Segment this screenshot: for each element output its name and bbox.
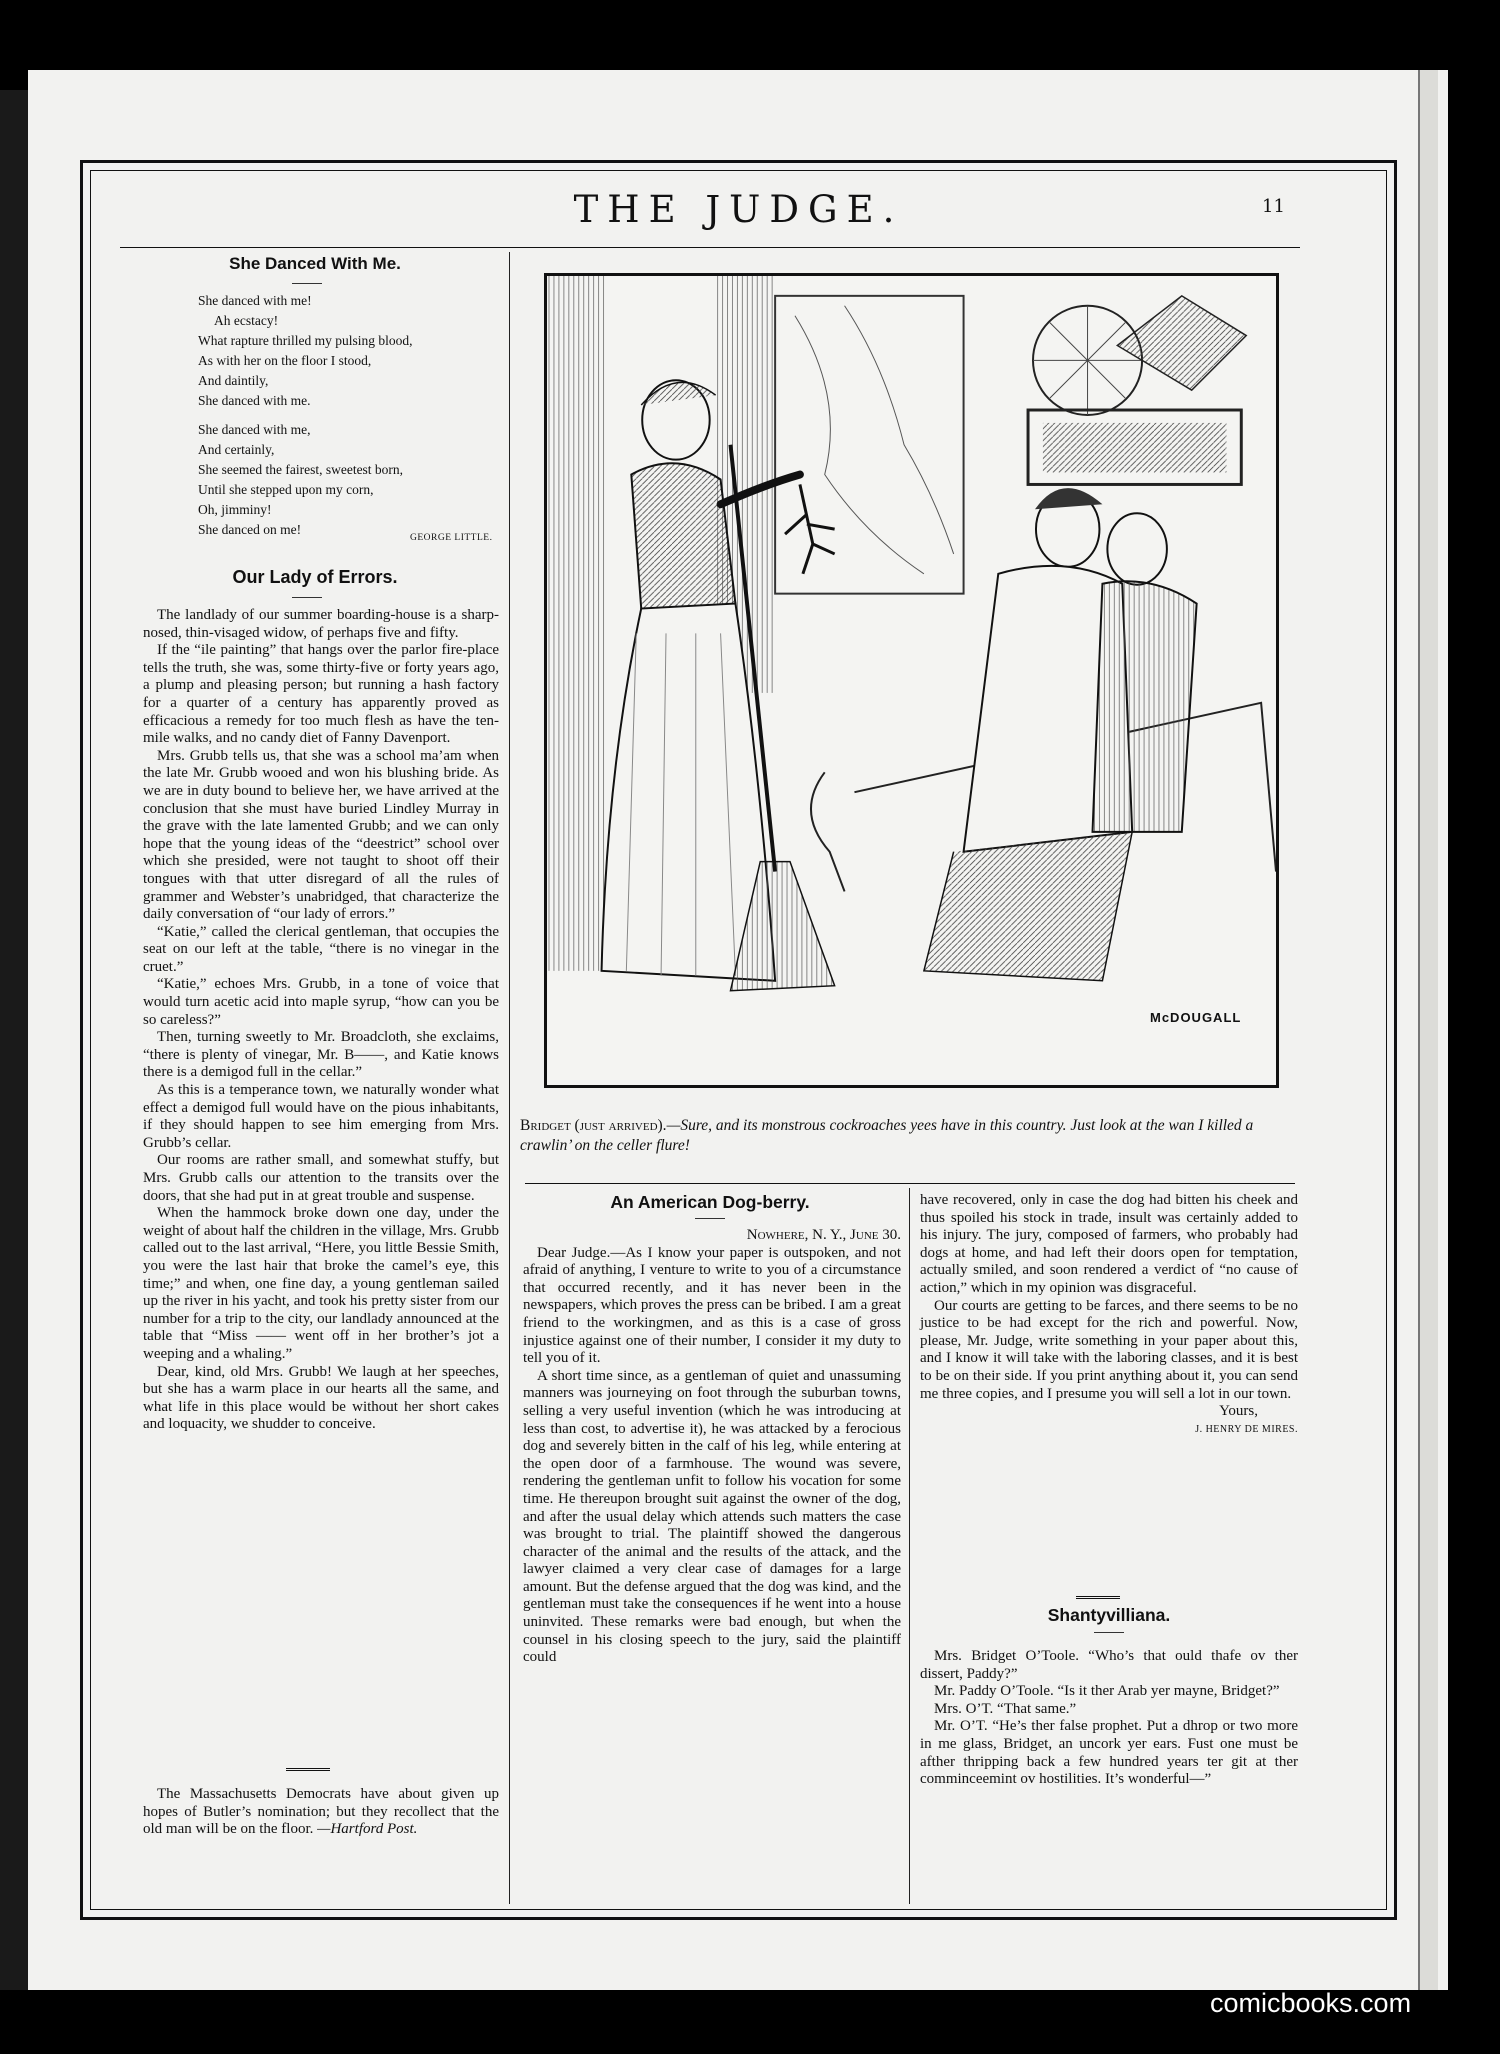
paragraph: Mr. O’T. “He’s ther false prophet. Put a dhrop or two more in me glass, Bridget, an uncork yer ears. Fust one must be afther thripping back a few hundred years ter git at ther comminceemint ov hostilities. It’s wonderful—”: [920, 1718, 1298, 1788]
child-head: [1107, 513, 1167, 584]
section-rule: [525, 1183, 1295, 1184]
illustration: [544, 273, 1279, 1088]
poem-stanza-1: [198, 291, 412, 411]
paragraph: “Katie,” called the clerical gentleman, that occupies the seat on our left at the table, “there is no vinegar in the cruet.”: [143, 923, 499, 975]
paragraph: Then, turning sweetly to Mr. Broadcloth, she exclaims, “there is plenty of vinegar, Mr. B——, and Katie knows there is a demigod full in the cellar.”: [143, 1029, 499, 1081]
double-rule-divider: [1076, 1596, 1120, 1601]
article-body-dogberry-col2: [920, 1192, 1298, 1438]
poem-line: She danced with me!: [198, 293, 312, 308]
maid-bodice: [631, 463, 735, 612]
article-title-shantyvilliana: Shantyvilliana.: [1047, 1605, 1171, 1625]
child-dress: [1093, 581, 1197, 832]
note-text: The Massachusetts Democrats have about given up hopes of Butler’s nomination; but they recollect that the old man will be on the floor.: [143, 1786, 499, 1838]
artist-signature: McDOUGALL: [1150, 1010, 1242, 1025]
article-title-dogberry: An American Dog-berry.: [610, 1192, 810, 1212]
curtain-left: [547, 276, 607, 971]
paragraph: Our rooms are rather small, and somewhat stuffy, but Mrs. Grubb calls our attention to the transits over the doors, that she had put in at great trouble and suspense.: [143, 1152, 499, 1204]
article-body-massachusetts: [143, 1786, 499, 1839]
author-signature: J. HENRY DE MIRES.: [1195, 1423, 1298, 1435]
paragraph: Mrs. Grubb tells us, that she was a school ma’am when the late Mr. Grubb wooed and won his blushing bride. As we are in duty bound to believe her, we have arrived at the conclusion that she must have buried Lindley Murray in the grave with the late lamented Grubb; and we can only hope that the young ideas of the “deestrict” school over which she presided, were not taught to shoot off their tongues with that utter disregard of all the rules of grammer and Webster’s unabridged, that characterize the daily conversation of “our lady of errors.”: [143, 747, 499, 923]
paragraph: Dear, kind, old Mrs. Grubb! We laugh at her speeches, but she has a warm place in our hearts all the same, and what life in this place would be without her short cakes and loquacity, we shudder to conceive.: [143, 1363, 499, 1433]
poem-line: What rapture thrilled my pulsing blood,: [198, 333, 413, 348]
article-body-shantyvilliana: [920, 1648, 1298, 1789]
paragraph: A short time since, as a gentleman of quiet and unassuming manners was journeying on foot through the suburban towns, selling a very useful invention (which he was introducing at less than cost, to advertise it), he was attacked by a ferocious dog and severely bitten in the calf of his leg, while entering at the open door of a farmhouse. The wound was severe, rendering the gentleman unfit to follow his vocation for some time. He thereupon brought suit against the owner of the dog, and after the usual delay which attends such matters the case was brought to trial. The plaintiff showed the dangerous character of the animal and the results of the attack, and the lawyer claimed a very clear case of damages for a large amount. But the defense argued that the dog was kind, and the gentleman must take the consequences if he went into a house uninvited. These remarks were bad enough, but when the counsel in his closing speech to the jury, said the plaintiff could: [523, 1367, 901, 1666]
title-rule: [292, 283, 322, 284]
article-title-errors: Our Lady of Errors.: [232, 567, 398, 587]
column-divider-right: [909, 1188, 910, 1904]
title-rule: [292, 597, 322, 598]
note-source: —Hartford Post.: [317, 1821, 418, 1838]
poem-author: GEORGE LITTLE.: [410, 533, 493, 543]
masthead-rule: [120, 247, 1300, 248]
paragraph: Our courts are getting to be farces, and there seems to be no justice to be had except for the rich and powerful. Now, please, Mr. Judge, write something in your paper about this, and I know it will take with the laboring classes, and it is best to be on their side. If you print anything about it, you can send me three copies, and I presume you will sell a lot in our town.: [920, 1297, 1298, 1402]
page-edge: [1418, 70, 1438, 1990]
paragraph: If the “ile painting” that hangs over the parlor fire-place tells the truth, she was, some thirty-five or forty years ago, a plump and pleasing person; but running a hash factory for a quarter of a century has apparently proved as efficacious a remedy for too much flesh as have the ten-mile walks, and no candy diet of Fanny Davenport.: [143, 642, 499, 747]
caption-text: —Sure, and its monstrous cockroaches yees have in this country. Just look at the wan I killed a crawlin’ on the celler flure!: [520, 1117, 1254, 1154]
poem-line: She seemed the fairest, sweetest born,: [198, 462, 404, 477]
poem-line: She danced with me.: [198, 393, 311, 408]
poem-line: And daintily,: [198, 373, 269, 388]
poem-line: She danced on me!: [198, 522, 302, 537]
page-number: 11: [1262, 196, 1285, 217]
column-divider-left: [509, 252, 510, 1904]
paragraph: Mrs. O’T. “That same.”: [934, 1700, 1077, 1717]
paragraph: Mr. Paddy O’Toole. “Is it ther Arab yer mayne, Bridget?”: [934, 1683, 1280, 1700]
paragraph: have recovered, only in case the dog had bitten his cheek and thus spoiled his stock in trade, insult was certainly added to his injury. The jury, composed of farmers, who probably had dogs at home, and had left their doors open for temptation, actually smiled, and soon rendered a verdict of “no cause of action,” which in my opinion was disgraceful.: [920, 1192, 1298, 1296]
paragraph: Dear Judge.—As I know your paper is outspoken, and not afraid of anything, I venture to write to you of a circumstance that occurred recently, and it has never been in the newspapers, which proves the press can be bribed. I am a great friend to the workingmen, and as this is a case of gross injustice against one of their number, I consider it my duty to tell you of it.: [523, 1244, 901, 1367]
paragraph: “Katie,” echoes Mrs. Grubb, in a tone of voice that would turn acetic acid into maple syrup, “how can you be so careless?”: [143, 976, 499, 1028]
caption-speaker: Bridget (just arrived).: [520, 1117, 667, 1134]
dateline: Nowhere, N. Y., June 30.: [746, 1227, 901, 1243]
poem-title: She Danced With Me.: [229, 254, 401, 273]
paragraph: As this is a temperance town, we naturally wonder what effect a demigod full would have on the pious inhabitants, if they should happen to see him emerging from Mrs. Grubb’s cellar.: [143, 1082, 499, 1151]
article-body-dogberry-col1: [523, 1227, 901, 1667]
title-rule: [695, 1218, 725, 1219]
illustration-caption: [520, 1116, 1300, 1156]
masthead-title: THE JUDGE.: [573, 188, 904, 231]
title-rule: [1094, 1632, 1124, 1633]
paragraph: Mrs. Bridget O’Toole. “Who’s that ould thafe ov ther dissert, Paddy?”: [920, 1648, 1298, 1682]
article-body-errors: [143, 607, 499, 1434]
double-rule-divider: [286, 1768, 330, 1773]
poem-line: Until she stepped upon my corn,: [198, 482, 374, 497]
paragraph: When the hammock broke down one day, under the weight of about half the children in the village, Mrs. Grubb called out to the last arrival, “Here, you little Bessie Smith, you were the last hair that broke the camel’s eye, this time;” and when, one fine day, a young gentleman sailed up the river in his yacht, and took his pretty sister from our number for a trip to the city, our landlady announced at the table that “Miss —— went off in her brother’s jot a weeping and a whaling.”: [143, 1205, 499, 1362]
poem-line: Oh, jimminy!: [198, 502, 272, 517]
poem-line: As with her on the floor I stood,: [198, 353, 372, 368]
poem-line: Ah ecstacy!: [214, 313, 279, 328]
paragraph: [143, 1786, 499, 1839]
illustration-drawing: [547, 276, 1276, 1085]
watermark-text: comicbooks.com: [1210, 1988, 1412, 2018]
poem-line: She danced with me,: [198, 422, 311, 437]
closing: Yours,: [1219, 1403, 1258, 1420]
poem-line: And certainly,: [198, 442, 275, 457]
poem-stanza-2: [198, 420, 403, 540]
paragraph: The landlady of our summer boarding-house is a sharp-nosed, thin-visaged widow, of perhaps five and fifty.: [143, 607, 499, 641]
